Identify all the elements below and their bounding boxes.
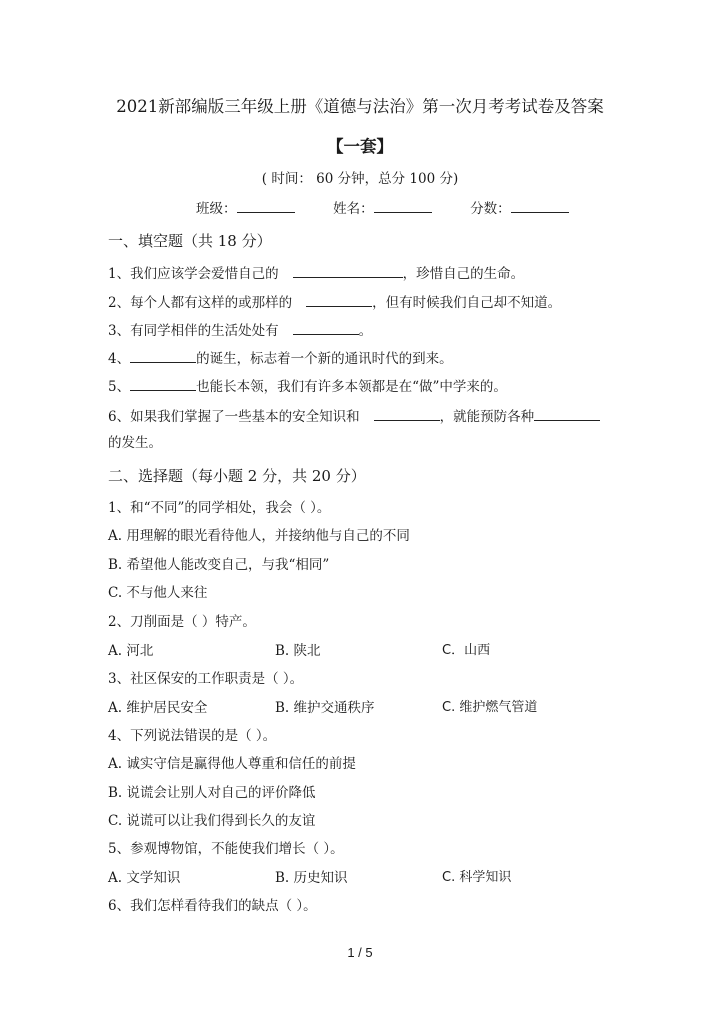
class-label: 班级： (196, 201, 237, 217)
page-number: 1 / 5 (347, 945, 373, 960)
score-blank (511, 198, 569, 213)
q2-option-a: A. 河北 (108, 643, 154, 659)
q1-option-a: A. 用理解的眼光看待他人，并接纳他与自己的不同 (108, 528, 410, 544)
q6-text-before: 6、如果我们掌握了一些基本的安全知识和 (108, 409, 360, 425)
q1-text-before: 1、我们应该学会爱惜自己的 (108, 266, 279, 282)
exam-title: 2021新部编版三年级上册《道德与法治》第一次月考考试卷及答案 (116, 97, 604, 116)
q2-text-after: ，但有时候我们自己却不知道。 (372, 295, 562, 311)
score-label: 分数： (470, 201, 511, 217)
choice-question-2: 2、刀削面是（ ）特产。 (108, 614, 256, 630)
q2-text-before: 2、每个人都有这样的或那样的 (108, 295, 293, 311)
q4-text-before: 4、 (108, 351, 131, 367)
q3-blank (293, 320, 359, 335)
q4-option-b: B. 说谎会让别人对自己的评价降低 (108, 785, 316, 801)
q1-blank (293, 263, 403, 278)
name-label: 姓名： (333, 201, 374, 217)
section1-heading: 一、填空题（共 18 分） (108, 232, 272, 250)
name-blank (374, 198, 432, 213)
choice-question-6: 6、我们怎样看待我们的缺点（ ）。 (108, 898, 317, 914)
fill-question-1 (108, 263, 524, 283)
q4-blank (130, 348, 196, 363)
fill-question-6-cont: 的发生。 (108, 435, 162, 451)
exam-subtitle: 【一套】 (327, 137, 393, 156)
q5-option-a: A. 文学知识 (108, 870, 181, 886)
section2-heading: 二、选择题（每小题 2 分，共 20 分） (108, 467, 366, 485)
fill-question-4 (108, 348, 453, 368)
fill-question-6 (108, 406, 600, 426)
q3-option-c: C. 维护燃气管道 (442, 700, 538, 715)
q3-option-a: A. 维护居民安全 (108, 700, 208, 716)
q2-option-c: C．山西 (442, 643, 491, 658)
choice-question-3: 3、社区保安的工作职责是（ ）。 (108, 671, 304, 687)
choice-question-5: 5、参观博物馆，不能使我们增长（ ）。 (108, 841, 344, 857)
fill-question-3 (108, 320, 372, 340)
choice-question-1: 1、和“不同”的同学相处，我会（ ）。 (108, 500, 331, 516)
q3-text-after: 。 (358, 323, 373, 339)
q5-blank (130, 376, 196, 391)
q1-option-b: B. 希望他人能改变自己，与我“相同” (108, 557, 330, 573)
q1-option-c: C. 不与他人来往 (108, 585, 208, 601)
q4-text-after: 的诞生，标志着一个新的通讯时代的到来。 (196, 351, 453, 367)
q3-text-before: 3、有同学相伴的生活处处有 (108, 323, 279, 339)
class-blank (237, 198, 295, 213)
q6-blank-2 (534, 406, 600, 421)
q4-option-c: C. 说谎可以让我们得到长久的友谊 (108, 813, 316, 829)
fill-question-2 (108, 292, 561, 312)
student-info-row (196, 198, 569, 218)
time-info: ( 时间： 60 分钟，总分 100 分) (261, 171, 459, 187)
q2-blank (306, 292, 372, 307)
q1-text-after: ，珍惜自己的生命。 (402, 266, 525, 282)
fill-question-5 (108, 376, 507, 396)
q5-option-c: C. 科学知识 (442, 870, 512, 885)
q3-option-b: B. 维护交通秩序 (275, 700, 375, 716)
q5-option-b: B. 历史知识 (275, 870, 348, 886)
q6-blank-1 (374, 406, 440, 421)
choice-question-4: 4、下列说法错误的是（ ）。 (108, 728, 277, 744)
q2-option-b: B. 陕北 (275, 643, 321, 659)
q4-option-a: A. 诚实守信是赢得他人尊重和信任的前提 (108, 756, 356, 772)
q5-text-after: 也能长本领，我们有许多本领都是在“做”中学来的。 (196, 379, 507, 395)
q5-text-before: 5、 (108, 379, 131, 395)
q6-text-middle: ，就能预防各种 (439, 409, 535, 425)
